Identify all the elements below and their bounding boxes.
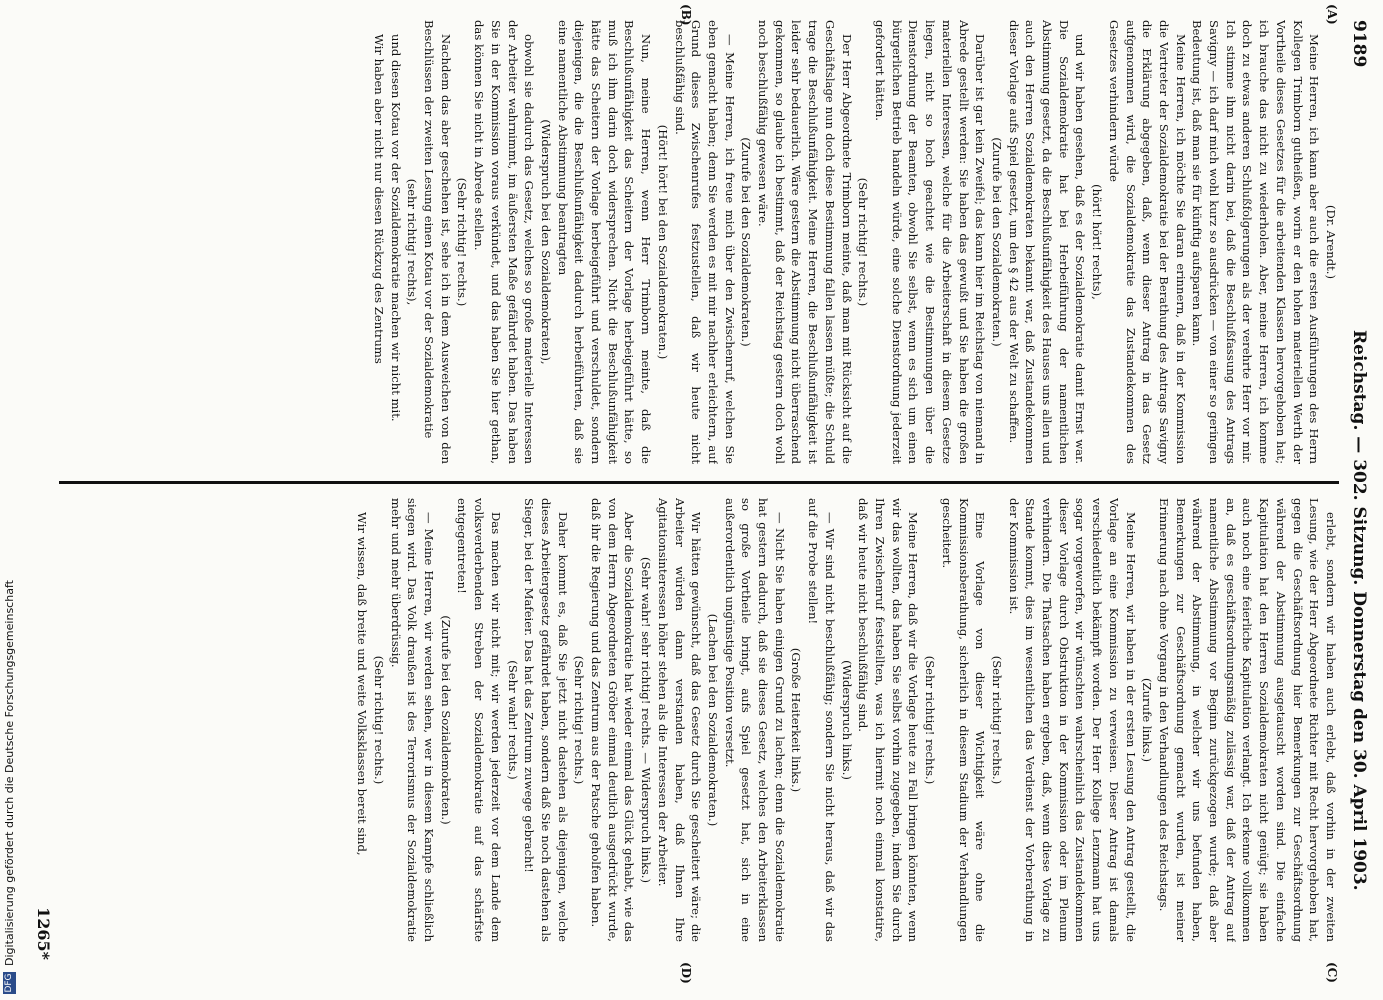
paragraph: — Wir sind nicht beschlußfähig; sondern Sie nicht heraus, daß wir das auf die Probe stellen! [806, 498, 837, 942]
interjection: (Sehr richtig! rechts.) [856, 177, 871, 307]
interjection: (Lachen bei den Sozialdemokraten.) [705, 613, 720, 827]
interjection: (Zurufe bei den Sozialdemokraten.) [739, 137, 754, 347]
paragraph: Nachdem das aber geschehen ist, sehe ich in dem Ausweichen von den Beschlüssen der zweiten Lesung einen Kotau vor der Sozialdemokratie [422, 20, 453, 464]
paragraph: Meine Herren, ich kann aber auch die ersten Ausführungen des Herrn Kollegen Trimborn gutheißen, worin er den hohen materiellen Werth der Vortheile dieses Gesetzes für die arbeitenden Klassen hervorgehoben hat; ich brauche das nicht zu wiederholen. Aber, meine Herren, ich komme doch zu etwas anderen Schlußfolgerungen als der verehrte Herr vor mir. Ich stimme ihm nicht darin bei, daß die Beschlußfassung des Antrags Savigny — ich darf mich wohl kurz so ausdrücken — von einer so geringen Bedeutung ist, daß man sie für künftig aufsparen kann. [1190, 20, 1322, 464]
paragraph: Nun, meine Herren, wenn Herr Trimborn meinte, daß die Beschlußunfähigkeit das Scheitern der Vorlage herbeigeführt hätte, so muß ich ihm darin doch widersprechen. Nicht die Beschlußunfähigkeit hätte das Scheitern der Vorlage herbeigeführt und verschuldet, sondern diejenigen, die die Beschlußunfähigkeit dadurch herbeiführten, daß sie eine namentliche Abstimmung beantragten [555, 20, 654, 464]
interjection: (Zurufe bei den Sozialdemokraten.) [989, 137, 1004, 347]
dfg-logo: DFG [4, 973, 14, 993]
paragraph: Der Herr Abgeordnete Trimborn meinte, daß man mit Rücksicht auf die Geschäftslage nun doch diese Bestimmung fallen lassen müßte; die Schuld trage die Beschlußunfähigkeit. Meine Herren, die Beschlußunfähigkeit ist leider sehr bedauerlich. Wäre gestern die Abstimmung nicht überraschend gekommen, so glaube ich bestimmt, daß der Reichstag gestern doch wohl noch beschlußfähig gewesen wäre. [756, 20, 854, 464]
paragraph: erlebt, sondern wir haben auch erlebt, daß vorhin in der zweiten Lesung, wie der Herr Abgeordnete Richter mit Recht hervorgehoben hat, gegen die Geschäftsordnung hier Bemerkungen zur Geschäftsordnung während der Abstimmung ausgetauscht worden sind. Die einfache Kapitulation hat den Herren Sozialdemokraten nicht genügt; sie haben auch noch eine feierliche Kapitulation verlangt. Ich erkenne vollkommen an, daß es geschäftsordnungsmäßig zulässig war, daß der Antrag auf namentliche Abstimmung vor Beginn zurückgezogen wurde; daß aber während der Abstimmung, in welcher wir uns befunden haben, Bemerkungen zur Geschäftsordnung gemacht wurden, ist meiner Erinnerung nach ohne Vorgang in den Verhandlungen des Reichstags. [1156, 498, 1338, 942]
paragraph: Darüber ist gar kein Zweifel; das kann hier im Reichstag von niemand in Abrede gestellt werden: Sie haben das gewußt und Sie haben die großen materiellen Interessen, welche für die Arbeiterschaft in diesem Gesetze liegen, nicht so hoch geachtet wie die Bestimmungen über die Dienstordnung der Beamten, obwohl Sie selbst, wenn es sich um einen bürgerlichen Betrieb handeln würde, eine solche Dienstordnung jederzeit gefordert hätten. [873, 20, 988, 464]
interjection: (Zurufe links.) [1140, 678, 1155, 762]
interjection: (Sehr richtig! rechts.) [572, 655, 587, 785]
paragraph: Wir haben aber nicht nur diesen Rückzug des Zentrums [371, 34, 386, 364]
interjection: (Dr. Arendt.) [1324, 205, 1338, 279]
digitization-footer [0, 0, 20, 1000]
margin-marker-b: (B) [679, 4, 693, 26]
margin-marker-c: (C) [1325, 962, 1339, 983]
text-column-left [64, 20, 1339, 464]
interjection: (Zurufe bei den Sozialdemokraten.) [438, 615, 453, 825]
footer-text: Digitalisierung gefördert durch die Deutsche Forschungsgemeinschaft [3, 580, 16, 966]
running-title: Reichstag. — 302. Sitzung. Donnerstag den 30. April 1903. [1349, 330, 1369, 891]
text-column-right [64, 498, 1339, 942]
paragraph: obwohl sie dadurch das Gesetz, welches so große materielle Interessen der Arbeiter wahrnimmt, im äußersten Maße gefährdet haben. Das haben Sie in der Kommission voraus verkündet, und das haben Sie hier gethan, das können Sie nicht in Abrede stellen. [472, 20, 537, 464]
interjection: (hört! hört! rechts), [1090, 184, 1105, 300]
interjection: (Hört! hört! bei den Sozialdemokraten.) [655, 124, 670, 360]
paragraph: und diesen Kotau vor der Sozialdemokratie machen wir nicht mit. [388, 34, 403, 422]
interjection: (Sehr richtig! rechts.) [989, 655, 1004, 785]
paragraph: Wir wissen, daß breite und weite Volksklassen bereit sind, [355, 512, 370, 856]
interjection: (Sehr richtig! rechts.) [923, 655, 938, 785]
paragraph: Daher kommt es, daß Sie jetzt nicht dastehen als diejenigen, welche dieses Arbeitergesetz gefährdet haben, sondern daß Sie noch dastehen als Sieger, bei der Mafeier. Das hat das Zentrum zuwege gebracht! [522, 498, 570, 942]
page-header [1339, 0, 1377, 1000]
paragraph: — Nicht Sie haben einigen Grund zu lachen; denn die Sozialdemokratie hat gestern dadurch, daß sie dieses Gesetz, welches den Arbeiterklassen so große Vortheile bringt, aufs Spiel gesetzt hat, sich in eine außerordentlich ungünstige Position versetzt. [722, 498, 787, 942]
interjection: (Widerspruch links.) [839, 660, 854, 780]
interjection: (Widerspruch bei den Sozialdemokraten), [538, 119, 553, 365]
paragraph: Meine Herren, ich möchte Sie daran erinnern, daß in der Kommission die Vertreter der Sozialdemokratie bei der Berathung des Antrags Savigny die Erklärung abgegeben, daß, wenn dieser Antrag in das Gesetz aufgenommen wird, die Sozialdemokratie das Zustandekommen des Gesetzes verhindern würde [1106, 20, 1188, 464]
interjection: (Sehr richtig! rechts.) [371, 655, 386, 785]
paragraph: und wir haben gesehen, daß es der Sozialdemokratie damit Ernst war. Die Sozialdemokratie hat bei Herbeiführung der namentlichen Abstimmung gesetzt, da die Beschlußunfähigkeit des Hauses uns allen und auch den Herren Sozialdemokraten bekannt war, daß Zustandekommen dieser Vorlage aufs Spiel gesetzt, um den § 42 aus der Welt zu schaffen. [1006, 20, 1088, 464]
paragraph: Aber die Sozialdemokratie hat wieder einmal das Glück gehabt, wie das von dem Herrn Abgeordneten Gröber einmal deutlich ausgedrückt wurde, daß ihr die Regierung und das Zentrum aus der Patsche geholfen haben. [589, 498, 637, 942]
interjection: (Sehr wahr! rechts.) [505, 660, 520, 780]
paragraph: Meine Herren, wir haben in der ersten Lesung den Antrag gestellt, die Vorlage an eine Kommission zu verweisen. Dieser Antrag ist damals verschiedentlich bekämpft worden. Der Herr Kollege Lenzmann hat uns sogar vorgeworfen, wir wünschten wahrscheinlich das Zustandekommen dieser Vorlage durch Obstruktion in der Kommission oder im Plenum verhindern. Die Thatsachen haben ergeben, daß, wenn diese Vorlage zu Stande kommt, dies im wesentlichen das Verdienst der Vorberathung in der Kommission ist. [1006, 498, 1138, 942]
page-number: 9189 [1349, 20, 1369, 68]
paragraph: Das machen wir nicht mit; wir werden jederzeit vor dem Lande dem volksverderbenden Streben der Sozialdemokratie auf das schärfste entgegentreten! [455, 498, 503, 942]
margin-marker-a: (A) [1325, 4, 1339, 25]
paragraph: Meine Herren, daß wir die Vorlage heute zu Fall bringen könnten, wenn wir das wollten, das haben Sie selbst vorhin zugegeben, indem Sie durch Ihren Zwischenruf feststellten, was ich hiermit noch einmal konstatire, daß wir heute nicht beschlußfähig sind. [856, 498, 921, 942]
margin-marker-d: (D) [679, 962, 693, 984]
paragraph: — Meine Herren, ich freue mich über den Zwischenruf, welchen Sie eben gemacht haben; denn Sie werden es mit mir nachher erleichtern, auf Grund dieses Zwischenrufes festzustellen, daß wir heute nicht beschlußfähig sind. [672, 20, 737, 464]
column-divider [59, 481, 1339, 484]
interjection: (Sehr wahr! sehr richtig! rechts. — Widerspruch links.) [639, 556, 654, 884]
interjection: (Große Heiterkeit links.) [789, 647, 804, 793]
paragraph: Wir hätten gewünscht, daß das Gesetz durch Sie gescheitert wäre; die Arbeiter würden dann verstanden haben, daß Ihnen Ihre Agitationsinteressen höher stehen als die Interessen der Arbeiter. [655, 498, 704, 942]
paragraph: Eine Vorlage von dieser Wichtigkeit wäre ohne die Kommissionsberathung, sicherlich in diesem Stadium der Verhandlungen gescheitert. [939, 498, 988, 942]
interjection: (sehr richtig! rechts), [405, 178, 420, 306]
paragraph: — Meine Herren, wir werden sehen, wer in diesem Kampfe schließlich siegen wird. Das Volk draußen ist des Terrorismus der Sozialdemokratie mehr und mehr überdrüssig. [388, 498, 437, 942]
interjection: (Sehr richtig! rechts.) [455, 177, 470, 307]
signature-mark: 1265* [34, 907, 53, 960]
